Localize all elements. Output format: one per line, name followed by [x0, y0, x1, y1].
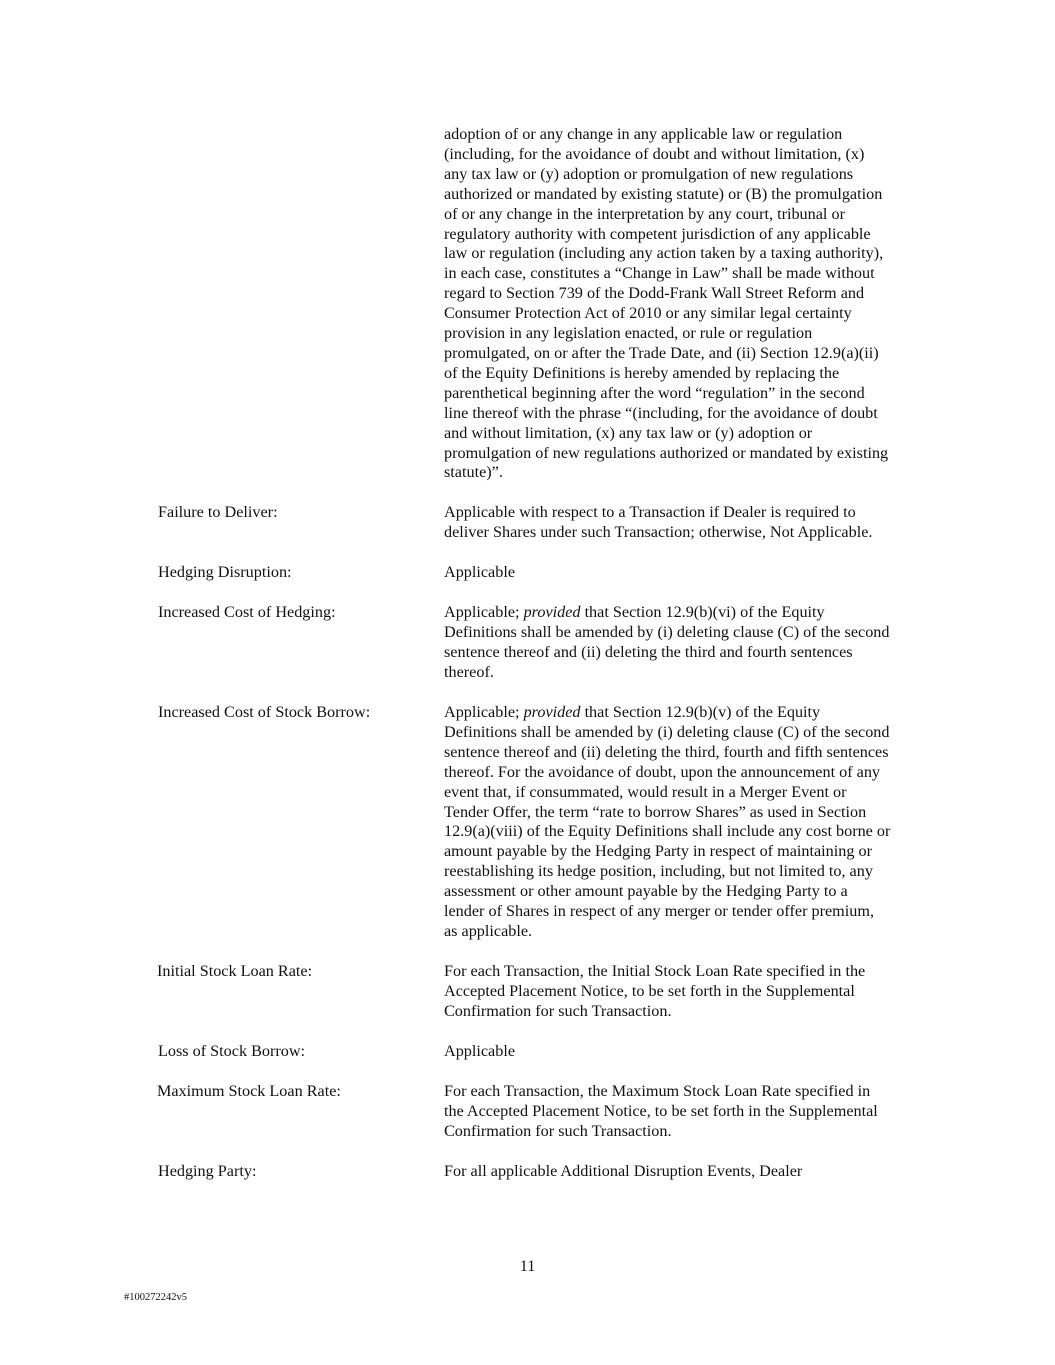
text-run: that Section 12.9(b)(v) of the Equity — [580, 703, 821, 721]
text-line: Definitions shall be amended by (i) deleting clause (C) of the second — [444, 722, 890, 741]
document-id: #100272242v5 — [124, 1292, 187, 1303]
text-line — [444, 703, 928, 723]
entry-value — [444, 962, 928, 1022]
text-line: lender of Shares in respect of any merger or tender offer premium, — [444, 902, 875, 921]
text-line: in each case, constitutes a “Change in Law” shall be made without — [444, 264, 875, 283]
text-line: deliver Shares under such Transaction; otherwise, Not Applicable. — [444, 522, 873, 541]
text-line: Definitions shall be amended by (i) deleting clause (C) of the second — [444, 622, 890, 641]
text-line: of or any change in the interpretation by any court, tribunal or — [444, 204, 845, 223]
text-line: 12.9(a)(viii) of the Equity Definitions shall include any cost borne or — [444, 822, 891, 841]
entry-label: Increased Cost of Stock Borrow: — [158, 703, 371, 721]
text-line: thereof. For the avoidance of doubt, upon the announcement of any — [444, 762, 881, 781]
entry-label: Maximum Stock Loan Rate: — [157, 1082, 341, 1100]
text-line: For each Transaction, the Maximum Stock Loan Rate specified in — [444, 1082, 871, 1100]
text-line: reestablishing its hedge position, including, but not limited to, any — [444, 862, 873, 881]
text-line: the Accepted Placement Notice, to be set forth in the Supplemental — [444, 1101, 878, 1120]
text-line: and without limitation, (x) any tax law or (y) adoption or — [444, 423, 813, 442]
text-line: amount payable by the Hedging Party in respect of maintaining or — [444, 842, 872, 861]
text-line: any tax law or (y) adoption or promulgation of new regulations — [444, 164, 854, 183]
text-line: of the Equity Definitions is hereby amended by replacing the — [444, 363, 840, 382]
text-line: regulatory authority with competent jurisdiction of any applicable — [444, 224, 871, 243]
text-line: Accepted Placement Notice, to be set forth in the Supplemental — [444, 981, 855, 1000]
text-line: thereof. — [444, 662, 494, 681]
italic-term: provided — [523, 603, 581, 621]
entry-value — [444, 1042, 928, 1062]
text-run: that Section 12.9(b)(vi) of the Equity — [580, 603, 825, 621]
entry-label: Increased Cost of Hedging: — [158, 603, 336, 621]
text-line: line thereof with the phrase “(including, for the avoidance of doubt — [444, 403, 878, 422]
entry-value — [444, 1162, 928, 1182]
entry-value — [444, 503, 928, 543]
entry-value — [444, 563, 928, 583]
text-line: event that, if consummated, would result in a Merger Event or — [444, 782, 847, 801]
text-line: Applicable with respect to a Transaction if Dealer is required to — [444, 503, 856, 521]
entry-value — [444, 603, 928, 683]
italic-term: provided — [523, 703, 581, 721]
text-line: Confirmation for such Transaction. — [444, 1001, 672, 1020]
text-line: parenthetical beginning after the word “regulation” in the second — [444, 383, 865, 402]
change-in-law-continuation — [444, 125, 928, 483]
text-line: sentence thereof and (ii) deleting the third and fourth sentences — [444, 642, 853, 661]
text-line: promulgation of new regulations authorized or mandated by existing — [444, 443, 889, 462]
text-line: regard to Section 739 of the Dodd-Frank Wall Street Reform and — [444, 284, 865, 303]
text-line: authorized or mandated by existing statute) or (B) the promulgation — [444, 184, 883, 203]
text-line: For all applicable Additional Disruption Events, Dealer — [444, 1162, 803, 1180]
entry-value — [444, 703, 928, 942]
entry-label: Failure to Deliver: — [158, 503, 278, 521]
entry-value — [444, 1082, 928, 1142]
entry-label: Hedging Disruption: — [158, 563, 292, 581]
text-line: Applicable — [444, 1042, 516, 1060]
entry-label: Loss of Stock Borrow: — [158, 1042, 306, 1060]
text-line: law or regulation (including any action taken by a taxing authority), — [444, 244, 884, 263]
page-number: 11 — [519, 1257, 536, 1275]
text-line: Consumer Protection Act of 2010 or any similar legal certainty — [444, 304, 852, 323]
text-line: statute)”. — [444, 463, 503, 482]
text-line: Tender Offer, the term “rate to borrow Shares” as used in Section — [444, 802, 867, 821]
text-line: Confirmation for such Transaction. — [444, 1121, 672, 1140]
text-line: provision in any legislation enacted, or rule or regulation — [444, 324, 813, 343]
text-run: Applicable; — [444, 603, 524, 621]
text-line: as applicable. — [444, 921, 533, 940]
entry-label: Hedging Party: — [158, 1162, 257, 1180]
text-line: Applicable — [444, 563, 516, 581]
text-line: For each Transaction, the Initial Stock Loan Rate specified in the — [444, 962, 866, 980]
entry-label: Initial Stock Loan Rate: — [157, 962, 313, 980]
text-line: adoption of or any change in any applicable law or regulation — [444, 125, 843, 143]
text-line — [444, 603, 928, 623]
text-run: Applicable; — [444, 703, 524, 721]
text-line: assessment or other amount payable by the Hedging Party to a — [444, 882, 848, 901]
text-line: promulgated, on or after the Trade Date, and (ii) Section 12.9(a)(ii) — [444, 343, 879, 362]
text-line: (including, for the avoidance of doubt and without limitation, (x) — [444, 144, 865, 163]
text-line: sentence thereof and (ii) deleting the third, fourth and fifth sentences — [444, 742, 889, 761]
